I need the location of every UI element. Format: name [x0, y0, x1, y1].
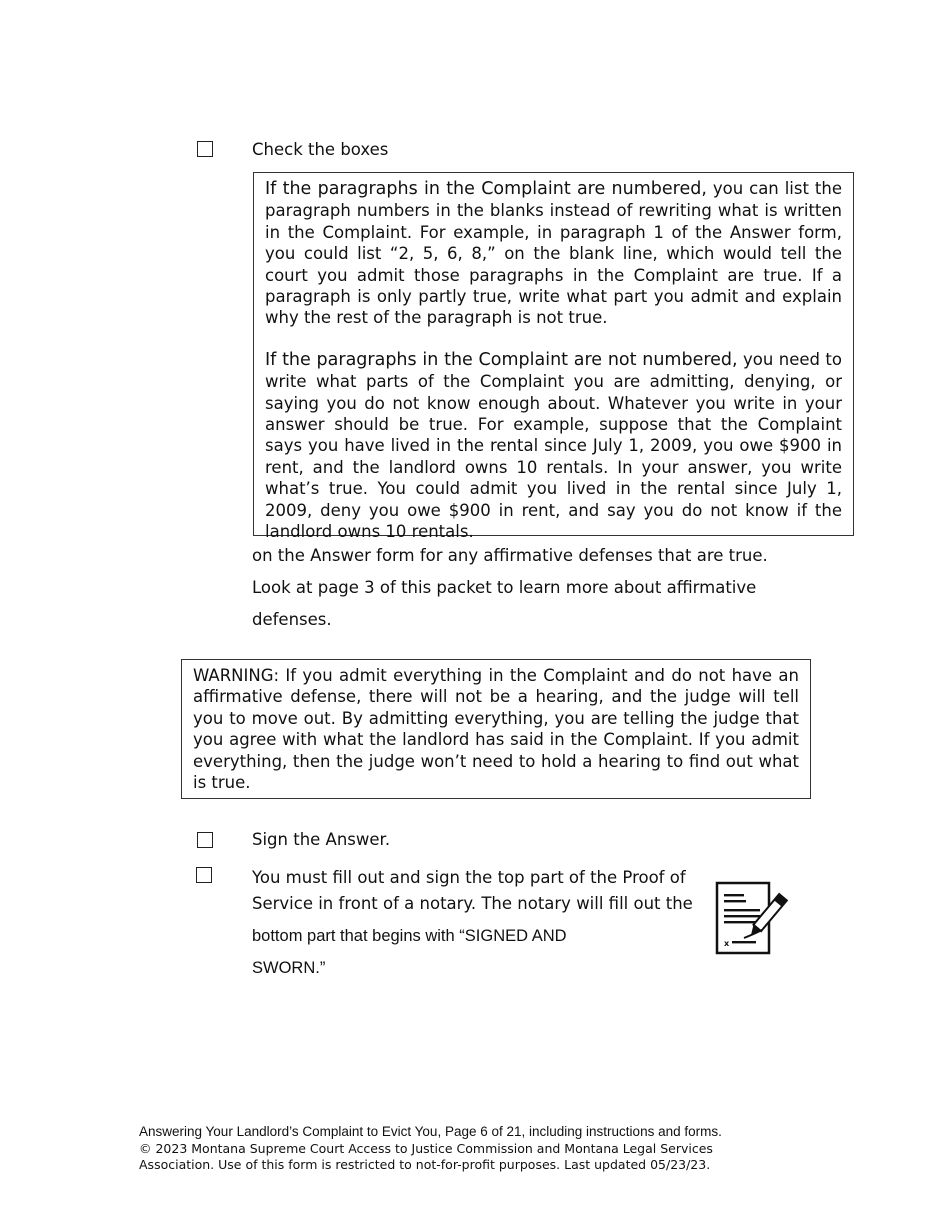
proof-of-service-line1: You must fill out and sign the top part of the Proof of	[252, 868, 686, 887]
checkbox-proof-of-service[interactable]	[196, 867, 212, 883]
footer-line2: © 2023 Montana Supreme Court Access to Justice Commission and Montana Legal Services	[139, 1140, 713, 1156]
sign-answer-label: Sign the Answer.	[252, 830, 391, 849]
proof-of-service-line3: bottom part that begins with “SIGNED AND	[252, 927, 567, 945]
numbered-lead: If the paragraphs in the Complaint are numbered,	[265, 179, 707, 199]
proof-of-service-line2: Service in front of a notary. The notary will fill out the	[252, 894, 693, 913]
warning-box	[181, 659, 811, 799]
numbered-body: you can list the paragraph numbers in the blanks instead of rewriting what is written in the Complaint. For example, in paragraph 1 of the Answer form, you could list “2, 5, 6, 8,” on the blank line, which would tell the court you admit those paragraphs in the Complaint are true. If a paragraph is only partly true, write what part you admit and explain why the rest of the paragraph is not true.	[265, 179, 842, 328]
footer-line1: Answering Your Landlord’s Complaint to Evict You, Page 6 of 21, including instructions and forms.	[139, 1124, 722, 1139]
proof-of-service-line4: SWORN.”	[252, 959, 326, 977]
not-numbered-paragraphs-text	[265, 349, 842, 543]
warning-label: WARNING:	[193, 666, 280, 685]
page-footer	[139, 1124, 779, 1174]
not-numbered-body: you need to write what parts of the Complaint you are admitting, denying, or saying you do not know enough about. Whatever you write in your answer should be true. For example, suppose that the Complaint says you have lived in the rental since July 1, 2009, you owe $900 in rent, and the landlord owns 10 rentals. In your answer, you write what’s true. You could admit you lived in the rental since July 1, 2009, deny you owe $900 in rent, and say you do not know if the landlord owns 10 rentals.	[265, 349, 842, 542]
checkbox-sign-answer[interactable]	[197, 832, 213, 848]
footer-line3: Association. Use of this form is restricted to not-for-profit purposes. Last updated 05/23/23.	[139, 1157, 711, 1172]
checkbox-check-boxes[interactable]	[197, 141, 213, 157]
not-numbered-lead: If the paragraphs in the Complaint are not numbered,	[265, 349, 738, 370]
warning-body: If you admit everything in the Complaint and do not have an affirmative defense, there will not be a hearing, and the judge will tell you to move out. By admitting everything, you are telling the judge that you agree with what the landlord has said in the Complaint. If you admit everything, then the judge won’t need to hold a hearing to find out what is true.	[193, 666, 799, 793]
warning-text	[193, 665, 799, 793]
svg-text:x: x	[724, 939, 730, 948]
numbered-paragraphs-box	[253, 172, 854, 542]
affirmative-defenses-ref-line1: Look at page 3 of this packet to learn more about affirmative	[252, 578, 757, 597]
affirmative-defenses-ref-line2: defenses.	[252, 610, 332, 629]
affirmative-defenses-line: on the Answer form for any affirmative defenses that are true.	[252, 546, 768, 565]
check-boxes-label: Check the boxes	[252, 140, 389, 159]
numbered-paragraphs-text	[265, 178, 842, 329]
signed-document-icon	[714, 880, 802, 956]
